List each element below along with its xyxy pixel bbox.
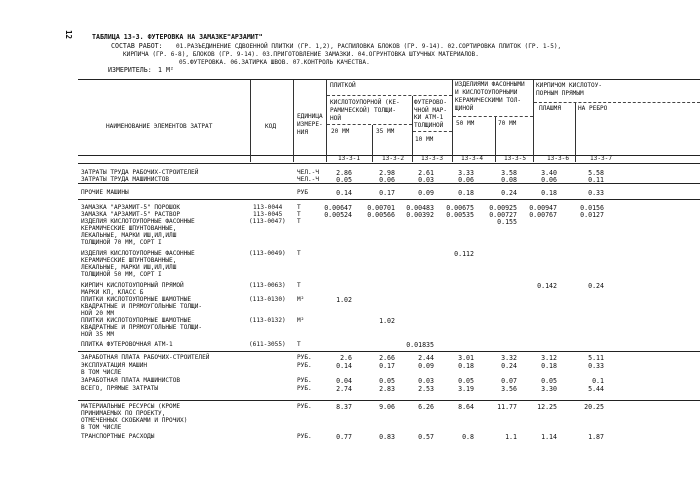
composition-line-1: 01.РАЗЪЕДИНЕНИЕ СДВОЕННОЙ ПЛИТКИ (ГР. 1,2), РАСПИЛОВКА БЛОКОВ (ГР. 9-14). 02.СОРТИРОВКА ПЛИТОК (ГР. 1-5),: [176, 43, 562, 50]
row-unit: ЧЕЛ.-Ч: [297, 169, 320, 176]
row-name: ПЛИТКИ КИСЛОТОУПОРНЫЕ ШАМОТНЫЕ: [81, 296, 192, 303]
header-group-lining-line: КИ АТМ-1: [414, 114, 444, 121]
row-value: 3.01: [458, 354, 474, 362]
row-value: 0.05: [336, 176, 352, 184]
header-divider: [372, 125, 373, 162]
row-value: 0.14: [336, 189, 352, 197]
row-value: 2.74: [336, 385, 352, 393]
row-value: 0.17: [379, 189, 395, 197]
row-value: 0.00701: [367, 204, 395, 212]
header-group-lining-line: ТОЛЩИНОЙ: [414, 122, 444, 129]
row-unit: Т: [297, 204, 301, 211]
row-value: 20.25: [584, 403, 604, 411]
row-value: 0.09: [418, 189, 434, 197]
row-value: 0.18: [541, 189, 557, 197]
row-value: 9.06: [379, 403, 395, 411]
row-unit: РУБ.: [297, 403, 312, 410]
row-value: 0.00535: [446, 211, 474, 219]
row-name: КЕРАМИЧЕСКИЕ ШПУНТОВАННЫЕ,: [81, 257, 177, 264]
row-name: НОЙ 35 ММ: [81, 331, 115, 338]
row-value: 0.05: [458, 377, 474, 385]
row-value: 3.19: [458, 385, 474, 393]
row-value: 0.1: [592, 377, 604, 385]
row-value: 3.40: [541, 169, 557, 177]
column-code: 13-3-2: [382, 155, 405, 162]
header-group-tile: ПЛИТКОЙ: [330, 82, 356, 89]
header-sub-edge: НА РЕБРО: [578, 105, 608, 112]
row-value: 1.87: [588, 433, 604, 441]
meter-value: 1 М²: [158, 66, 174, 74]
row-code: 113-0044: [253, 204, 283, 211]
row-value: 0.155: [497, 218, 517, 226]
row-value: 3.30: [541, 385, 557, 393]
header-divider: [575, 103, 576, 162]
row-name: КЕРАМИЧЕСКИЕ ШПУНТОВАННЫЕ,: [81, 225, 177, 232]
header-unit-line: ЕДИНИЦА: [297, 113, 323, 120]
row-value: 0.18: [541, 362, 557, 370]
row-name: ИЗДЕЛИЯ КИСЛОТОУПОРНЫЕ ФАСОННЫЕ: [81, 250, 195, 257]
row-name: ПРИНИМАЕМЫХ ПО ПРОЕКТУ,: [81, 410, 166, 417]
header-bottom-rule: [78, 163, 700, 164]
row-name: НОЙ 20 ММ: [81, 310, 115, 317]
row-value: 0.05: [379, 377, 395, 385]
row-value: 0.0156: [580, 204, 604, 212]
row-unit: РУБ: [297, 189, 309, 196]
row-value: 0.00392: [406, 211, 434, 219]
row-value: 0.17: [379, 362, 395, 370]
row-value: 5.44: [588, 385, 604, 393]
row-value: 0.06: [458, 176, 474, 184]
row-value: 1.14: [541, 433, 557, 441]
row-value: 8.37: [336, 403, 352, 411]
header-subrule: [534, 102, 700, 103]
header-group-acidproof-line: КИСЛОТОУПОРНОЙ (КЕ-: [330, 99, 400, 106]
row-name: МАРКИ КП, КЛАСС Б: [81, 289, 144, 296]
row-value: 0.00727: [489, 211, 517, 219]
header-unit-line: НИЯ: [297, 129, 309, 136]
row-code: (611-3055): [249, 341, 286, 348]
row-value: 0.00925: [489, 204, 517, 212]
row-value: 2.66: [379, 354, 395, 362]
row-value: 0.09: [418, 362, 434, 370]
row-code: (113-0049): [249, 250, 286, 257]
row-value: 0.57: [418, 433, 434, 441]
header-group-lining-line: ЧНОЙ МАР-: [414, 107, 448, 114]
row-value: 3.12: [541, 354, 557, 362]
row-name: ТОЛЩИНОЙ 70 ММ, СОРТ I: [81, 239, 162, 246]
row-value: 12.25: [537, 403, 557, 411]
row-value: 0.33: [588, 189, 604, 197]
row-name: ПРОЧИЕ МАШИНЫ: [81, 189, 129, 196]
row-code: (113-0047): [249, 218, 286, 225]
row-value: 2.98: [379, 169, 395, 177]
row-value: 0.11: [588, 176, 604, 184]
row-value: 0.00483: [406, 204, 434, 212]
row-name: ЗАРАБОТНАЯ ПЛАТА РАБОЧИХ-СТРОИТЕЛЕЙ: [81, 354, 210, 361]
meter-label: ИЗМЕРИТЕЛЬ:: [108, 66, 152, 74]
composition-label: СОСТАВ РАБОТ:: [111, 42, 163, 50]
row-unit: Т: [297, 211, 301, 218]
composition-line-2: КИРПИЧА (ГР. 6-8), БЛОКОВ (ГР. 9-14). 03.ПРИГОТОВЛЕНИЕ ЗАМАЗКИ. 04.ОГРУНТОВКА ШТУЧНЫХ МАТЕРИАЛОВ.: [123, 51, 479, 58]
row-value: 3.32: [501, 354, 517, 362]
header-code-column: КОД: [265, 123, 277, 130]
row-value: 0.18: [458, 189, 474, 197]
row-unit: Т: [297, 282, 301, 289]
row-unit: РУБ.: [297, 377, 312, 384]
row-value: 2.86: [336, 169, 352, 177]
section-rule: [78, 199, 700, 200]
row-value: 1.02: [379, 317, 395, 325]
row-name: ПЛИТКИ КИСЛОТОУПОРНЫЕ ШАМОТНЫЕ: [81, 317, 192, 324]
header-unit-line: ИЗМЕРЕ-: [297, 121, 323, 128]
row-name: ТОЛЩИНОЙ 50 ММ, СОРТ I: [81, 271, 162, 278]
row-name: ЗАТРАТЫ ТРУДА РАБОЧИХ-СТРОИТЕЛЕЙ: [81, 169, 199, 176]
row-name: ОТМЕЧЕННЫХ СКОБКАМИ И ПРОЧИХ): [81, 417, 188, 424]
row-unit: М²: [297, 296, 305, 303]
column-code: 13-3-1: [338, 155, 361, 162]
row-value: 0.06: [379, 176, 395, 184]
row-value: 0.24: [588, 282, 604, 290]
row-value: 0.18: [458, 362, 474, 370]
row-value: 0.00767: [529, 211, 557, 219]
row-value: 8.64: [458, 403, 474, 411]
header-divider: [452, 80, 453, 162]
row-value: 1.1: [505, 433, 517, 441]
composition-line-3: 05.ФУТЕРОВКА. 06.ЗАТИРКА ШВОВ. 07.КОНТРОЛЬ КАЧЕСТВА.: [179, 59, 370, 66]
row-unit: Т: [297, 341, 301, 348]
row-value: 0.00566: [367, 211, 395, 219]
row-name: ЗАМАЗКА "АРЗАМИТ-5" РАСТВОР: [81, 211, 181, 218]
row-name: ЭКСПЛУАТАЦИЯ МАШИН: [81, 362, 148, 369]
row-value: 0.01835: [406, 341, 434, 349]
row-name: В ТОМ ЧИСЛЕ: [81, 424, 122, 431]
header-divider: [326, 80, 327, 162]
row-unit: Т: [297, 218, 301, 225]
header-name-column: НАИМЕНОВАНИЕ ЭЛЕМЕНТОВ ЗАТРАТ: [106, 123, 213, 130]
row-value: 6.26: [418, 403, 434, 411]
header-divider: [250, 80, 251, 162]
header-subrule: [327, 124, 412, 125]
header-top-rule: [78, 79, 700, 80]
section-rule: [78, 351, 700, 352]
row-value: 0.14: [336, 362, 352, 370]
column-code: 13-3-3: [421, 155, 444, 162]
row-name: МАТЕРИАЛЬНЫЕ РЕСУРСЫ (КРОМЕ: [81, 403, 181, 410]
header-group-acidproof-line: РАМИЧЕСКОЙ) ТОЛЩИ-: [330, 107, 397, 114]
row-value: 0.00947: [529, 204, 557, 212]
row-name: КВАДРАТНЫЕ И ПРЯМОУГОЛЬНЫЕ ТОЛЩИ-: [81, 303, 203, 310]
row-name: ТРАНСПОРТНЫЕ РАСХОДЫ: [81, 433, 155, 440]
header-group-acidproof-line: НОЙ: [330, 115, 342, 122]
row-value: 2.61: [418, 169, 434, 177]
row-value: 0.112: [454, 250, 474, 258]
header-group-brick-line: ПОРНЫМ ПРЯМЫМ: [536, 90, 584, 97]
row-value: 2.53: [418, 385, 434, 393]
row-value: 2.44: [418, 354, 434, 362]
row-value: 0.142: [537, 282, 557, 290]
row-name: ИЗДЕЛИЯ КИСЛОТОУПОРНЫЕ ФАСОННЫЕ: [81, 218, 195, 225]
header-group-brick-line: КИРПИЧОМ КИСЛОТОУ-: [536, 82, 603, 89]
row-value: 2.83: [379, 385, 395, 393]
header-divider: [412, 96, 413, 162]
header-sub-20mm: 20 ММ: [331, 128, 350, 135]
header-sub-35mm: 35 ММ: [376, 128, 395, 135]
row-value: 0.83: [379, 433, 395, 441]
row-name: ЗАРАБОТНАЯ ПЛАТА МАШИНИСТОВ: [81, 377, 181, 384]
row-name: В ТОМ ЧИСЛЕ: [81, 369, 122, 376]
row-unit: РУБ.: [297, 385, 312, 392]
header-sub-70mm: 70 ММ: [498, 120, 517, 127]
row-name: ЗАМАЗКА "АРЗАМИТ-5" ПОРОШОК: [81, 204, 181, 211]
row-value: 0.24: [501, 362, 517, 370]
header-group-shaped-line: И КИСЛОТОУПОРНЫМИ: [455, 89, 518, 96]
header-sub-10mm: 10 ММ: [415, 136, 434, 143]
row-unit: М²: [297, 317, 305, 324]
row-value: 3.56: [501, 385, 517, 393]
row-value: 0.00524: [324, 211, 352, 219]
row-name: КВАДРАТНЫЕ И ПРЯМОУГОЛЬНЫЕ ТОЛЩИ-: [81, 324, 203, 331]
row-value: 0.00675: [446, 204, 474, 212]
header-divider: [533, 80, 534, 162]
row-name: ЛЕКАЛЬНЫЕ, МАРКИ ИШ,ИЛ,ИЛШ: [81, 264, 177, 271]
row-unit: ЧЕЛ.-Ч: [297, 176, 320, 183]
header-divider: [495, 117, 496, 162]
row-value: 11.77: [497, 403, 517, 411]
row-value: 3.33: [458, 169, 474, 177]
header-group-shaped-line: ЩИНОЙ: [455, 105, 474, 112]
row-name: КИРПИЧ КИСЛОТОУПОРНЫЙ ПРЯМОЙ: [81, 282, 184, 289]
row-value: 0.8: [462, 433, 474, 441]
row-value: 5.58: [588, 169, 604, 177]
row-value: 0.03: [418, 176, 434, 184]
header-subrule: [327, 95, 452, 96]
row-code: (113-0063): [249, 282, 286, 289]
row-value: 0.04: [336, 377, 352, 385]
header-sub-flat: ПЛАШМЯ: [539, 105, 562, 112]
row-value: 0.08: [501, 176, 517, 184]
row-value: 0.24: [501, 189, 517, 197]
row-name: ЛЕКАЛЬНЫЕ, МАРКИ ИШ,ИЛ,ИЛШ: [81, 232, 177, 239]
row-code: 113-0045: [253, 211, 283, 218]
column-code: 13-3-5: [504, 155, 527, 162]
row-value: 5.11: [588, 354, 604, 362]
header-sub-50mm: 50 ММ: [456, 120, 475, 127]
row-value: 0.33: [588, 362, 604, 370]
column-code: 13-3-4: [461, 155, 484, 162]
row-code: (113-0132): [249, 317, 286, 324]
header-subrule: [453, 116, 533, 117]
column-code: 13-3-7: [590, 155, 613, 162]
header-group-shaped-line: ИЗДЕЛИЯМИ ФАСОННЫМИ: [455, 81, 525, 88]
row-unit: РУБ.: [297, 362, 312, 369]
row-value: 0.03: [418, 377, 434, 385]
row-name: ЗАТРАТЫ ТРУДА МАШИНИСТОВ: [81, 176, 170, 183]
row-unit: РУБ.: [297, 433, 312, 440]
header-group-lining-line: ФУТЕРОВО-: [414, 99, 448, 106]
row-name: ПЛИТКА ФУТЕРОВОЧНАЯ АТМ-1: [81, 341, 173, 348]
header-divider: [293, 80, 294, 162]
section-rule: [78, 400, 700, 401]
row-value: 1.02: [336, 296, 352, 304]
header-group-shaped-line: КЕРАМИЧЕСКИМИ ТОЛ-: [455, 97, 522, 104]
row-value: 0.06: [541, 176, 557, 184]
row-value: 3.58: [501, 169, 517, 177]
row-value: 0.05: [541, 377, 557, 385]
row-value: 0.07: [501, 377, 517, 385]
row-name: ВСЕГО, ПРЯМЫЕ ЗАТРАТЫ: [81, 385, 159, 392]
header-subrule: [413, 131, 452, 132]
row-value: 0.0127: [580, 211, 604, 219]
row-value: 2.6: [340, 354, 352, 362]
row-unit: Т: [297, 250, 301, 257]
row-code: (113-0130): [249, 296, 286, 303]
row-value: 0.77: [336, 433, 352, 441]
column-code: 13-3-6: [547, 155, 570, 162]
page-number: 12: [64, 30, 73, 40]
row-value: 0.00647: [324, 204, 352, 212]
table-title: ТАБЛИЦА 13-3. ФУТЕРОВКА НА ЗАМАЗКЕ"АРЗАМИТ": [92, 33, 263, 41]
row-unit: РУБ.: [297, 354, 312, 361]
